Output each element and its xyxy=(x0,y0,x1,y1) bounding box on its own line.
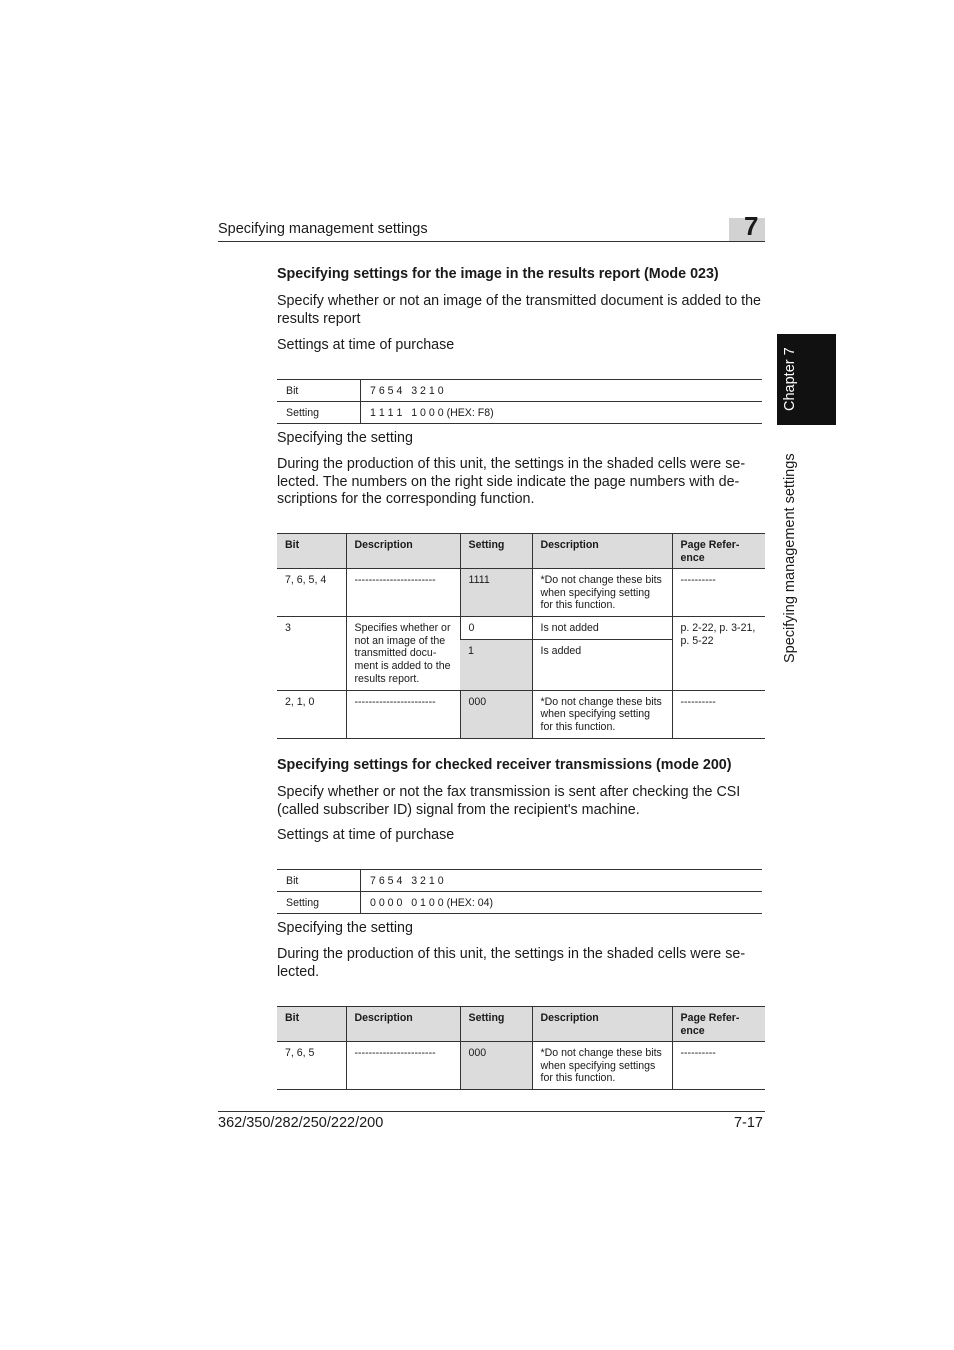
chapter-tab-label: Chapter 7 xyxy=(782,347,798,412)
cell-setting-description: *Do not change these bits when specifying setting for this function. xyxy=(532,569,672,617)
table-row xyxy=(277,892,762,914)
table-row xyxy=(277,402,762,424)
bit-label: Bit xyxy=(277,380,361,402)
setting-value: 1 1 1 1 1 0 0 0 (HEX: F8) xyxy=(361,402,763,424)
cell-setting-description: Is not added xyxy=(532,617,672,640)
cell-bit: 7, 6, 5 xyxy=(277,1042,346,1090)
mode200-purchase-label: Settings at time of purchase xyxy=(277,827,455,843)
mode023-specifying-label: Specifying the setting xyxy=(277,430,413,446)
mode023-settings-table xyxy=(277,533,765,739)
mode200-heading: Specifying settings for checked receiver transmissions (mode 200) xyxy=(277,757,732,773)
setting-label: Setting xyxy=(277,402,361,424)
col-header-setting-description: Description xyxy=(532,534,672,569)
col-header-bit: Bit xyxy=(277,1007,346,1042)
setting-value: 0 0 0 0 0 1 0 0 (HEX: 04) xyxy=(361,892,763,914)
table-header-row xyxy=(277,1007,765,1042)
table-row xyxy=(277,690,765,738)
cell-page-reference: p. 2-22, p. 3-21, p. 5-22 xyxy=(672,617,765,691)
cell-description: Specifies whether or not an image of the transmitted docu-ment is added to the results report. xyxy=(346,617,460,691)
table-row xyxy=(277,569,765,617)
cell-setting: 1 xyxy=(460,639,532,690)
bit-value: 7 6 5 4 3 2 1 0 xyxy=(361,380,763,402)
mode200-intro: Specify whether or not the fax transmission is sent after checking the CSI (called subscriber ID) signal from the recipient's machine. xyxy=(277,784,741,818)
cell-setting-description: Is added xyxy=(532,639,672,690)
table-row xyxy=(277,617,765,640)
col-header-page-reference: Page Refer-ence xyxy=(672,534,765,569)
cell-setting: 000 xyxy=(460,1042,532,1090)
cell-setting-description: *Do not change these bits when specifying settings for this function. xyxy=(532,1042,672,1090)
col-header-description: Description xyxy=(346,1007,460,1042)
col-header-bit: Bit xyxy=(277,534,346,569)
mode023-purchase-label: Settings at time of purchase xyxy=(277,337,455,353)
footer-rule xyxy=(218,1111,765,1112)
col-header-setting: Setting xyxy=(460,534,532,569)
cell-setting-description: *Do not change these bits when specifying setting for this function. xyxy=(532,690,672,738)
mode023-specifying-text: During the production of this unit, the settings in the shaded cells were se-lected. The numbers on the right side indicate the page numbers with de-scriptions for the corresponding function. xyxy=(277,456,746,508)
bit-label: Bit xyxy=(277,870,361,892)
cell-description: ----------------------- xyxy=(346,690,460,738)
cell-setting: 0 xyxy=(460,617,532,640)
section-tab-label: Specifying management settings xyxy=(782,453,798,663)
table-header-row xyxy=(277,534,765,569)
col-header-description: Description xyxy=(346,534,460,569)
mode023-purchase-table xyxy=(277,379,762,424)
cell-bit: 3 xyxy=(277,617,346,691)
bit-value: 7 6 5 4 3 2 1 0 xyxy=(361,870,763,892)
mode200-purchase-table xyxy=(277,869,762,914)
cell-page-reference: ---------- xyxy=(672,690,765,738)
cell-setting: 000 xyxy=(460,690,532,738)
mode200-settings-table xyxy=(277,1006,765,1090)
header-rule xyxy=(218,241,765,242)
table-row xyxy=(277,380,762,402)
chapter-number: 7 xyxy=(744,211,759,241)
cell-page-reference: ---------- xyxy=(672,1042,765,1090)
col-header-page-reference: Page Refer-ence xyxy=(672,1007,765,1042)
mode200-specifying-label: Specifying the setting xyxy=(277,920,413,936)
footer-models: 362/350/282/250/222/200 xyxy=(218,1115,384,1131)
cell-description: ----------------------- xyxy=(346,569,460,617)
cell-setting: 1111 xyxy=(460,569,532,617)
col-header-setting: Setting xyxy=(460,1007,532,1042)
cell-bit: 7, 6, 5, 4 xyxy=(277,569,346,617)
table-row xyxy=(277,870,762,892)
mode200-specifying-text: During the production of this unit, the settings in the shaded cells were se-lected. xyxy=(277,946,746,980)
cell-bit: 2, 1, 0 xyxy=(277,690,346,738)
cell-description: ----------------------- xyxy=(346,1042,460,1090)
col-header-setting-description: Description xyxy=(532,1007,672,1042)
running-header-title: Specifying management settings xyxy=(218,221,428,237)
cell-page-reference: ---------- xyxy=(672,569,765,617)
setting-label: Setting xyxy=(277,892,361,914)
mode023-heading: Specifying settings for the image in the results report (Mode 023) xyxy=(277,266,719,282)
footer-page-number: 7-17 xyxy=(733,1115,763,1131)
table-row xyxy=(277,1042,765,1090)
mode023-intro: Specify whether or not an image of the transmitted document is added to the results report xyxy=(277,293,761,327)
